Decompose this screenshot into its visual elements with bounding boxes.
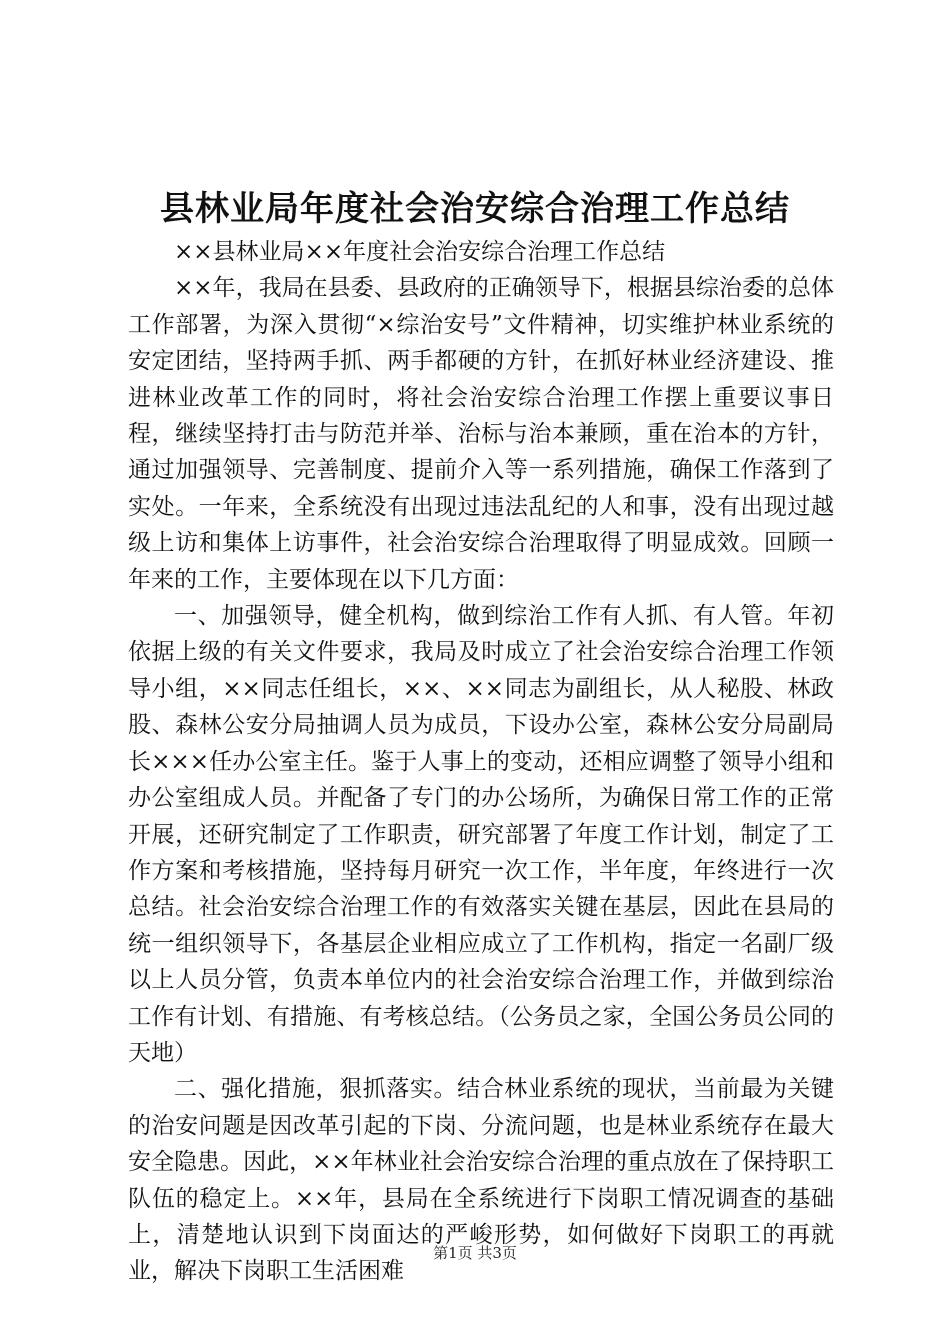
paragraph-section-one: 一、加强领导，健全机构，做到综治工作有人抓、有人管。年初依据上级的有关文件要求，我局及时成立了社会治安综合治理工作领导小组，××同志任组长，××、××同志为副组长，从人秘股、林政股、森林公安分局抽调人员为成员，下设办公室，森林公安分局副局长×××任办公室主任。鉴于人事上的变动，还相应调整了领导小组和办公室组成人员。并配备了专门的办公场所，为确保日常工作的正常开展，还研究制定了工作职责，研究部署了年度工作计划，制定了工作方案和考核措施，坚持每月研究一次工作，半年度，年终进行一次总结。社会治安综合治理工作的有效落实关键在基层，因此在县局的统一组织领导下，各基层企业相应成立了工作机构，指定一名副厂级以上人员分管，负责本单位内的社会治安综合治理工作，并做到综治工作有计划、有措施、有考核总结。（公务员之家，全国公务员公同的天地） (128, 603, 834, 1066)
page-number-footer: 第1页 共3页 (433, 1244, 517, 1262)
document-title: 县林业局年度社会治安综合治理工作总结 (160, 189, 790, 229)
paragraph-subtitle: ××县林业局××年度社会治安综合治理工作总结 (174, 239, 666, 265)
paragraph-intro: ××年，我局在县委、县政府的正确领导下，根据县综治委的总体工作部署，为深入贯彻“×综治安号”文件精神，切实维护林业系统的安定团结，坚持两手抓、两手都硬的方针，在抓好林业经济建设、推进林业改革工作的同时，将社会治安综合治理工作摆上重要议事日程，继续坚持打击与防范并举、治标与治本兼顾，重在治本的方针，通过加强领导、完善制度、提前介入等一系列措施，确保工作落到了实处。一年来，全系统没有出现过违法乱纪的人和事，没有出现过越级上访和集体上访事件，社会治安综合治理取得了明显成效。回顾一年来的工作，主要体现在以下几方面： (128, 275, 834, 593)
document-body (128, 234, 834, 1290)
paragraph-section-two: 二、强化措施，狠抓落实。结合林业系统的现状，当前最为关键的治安问题是因改革引起的下岗、分流问题，也是林业系统存在最大安全隐患。因此，××年林业社会治安综合治理的重点放在了保持职工队伍的稳定上。××年，县局在全系统进行下岗职工情况调查的基础上，清楚地认识到下岗面达的严峻形势，如何做好下岗职工的再就业，解决下岗职工生活困难 (128, 1076, 834, 1285)
